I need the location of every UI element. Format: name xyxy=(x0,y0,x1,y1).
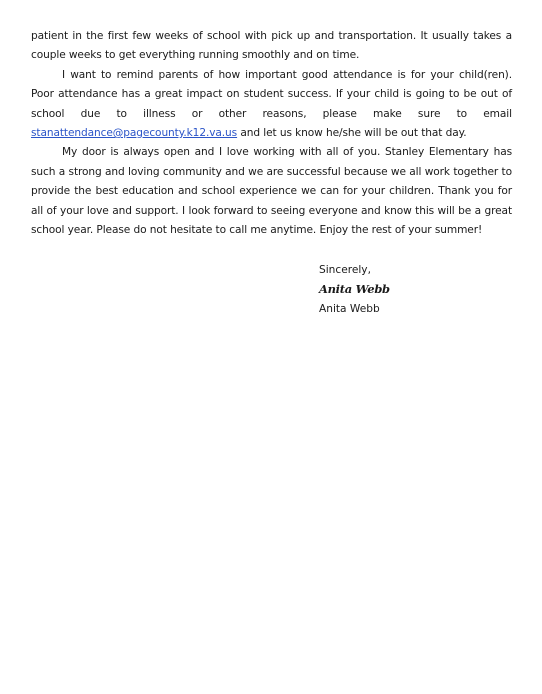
printed-name: Anita Webb xyxy=(319,302,380,315)
letter-closing xyxy=(319,261,390,319)
signature: Anita Webb xyxy=(319,282,390,297)
paragraph-transportation: patient in the first few weeks of school with pick up and transportation. It usually takes a couple weeks to get everything running smoothly and on time. xyxy=(31,30,512,62)
letter-body xyxy=(31,27,512,240)
paragraph-attendance xyxy=(31,66,512,144)
attendance-text-end: and let us know he/she will be out that day. xyxy=(237,127,467,140)
attendance-text-start: I want to remind parents of how important good attendance is for your child(ren). Poor attendance has a great impact on student success. If your child is going to be out of school due to illness or other reasons, please make sure to email xyxy=(31,68,512,120)
paragraph-community: My door is always open and I love working with all of you. Stanley Elementary has such a strong and loving community and we are successful because we all work together to provide the best education and school experience we can for your children. Thank you for all of your love and support. I look forward to seeing everyone and know this will be a great school year. Please do not hesitate to call me anytime. Enjoy the rest of your summer! xyxy=(31,146,512,237)
valediction: Sincerely, xyxy=(319,264,371,276)
attendance-email-link[interactable]: stanattendance@pagecounty.k12.va.us xyxy=(31,127,238,140)
